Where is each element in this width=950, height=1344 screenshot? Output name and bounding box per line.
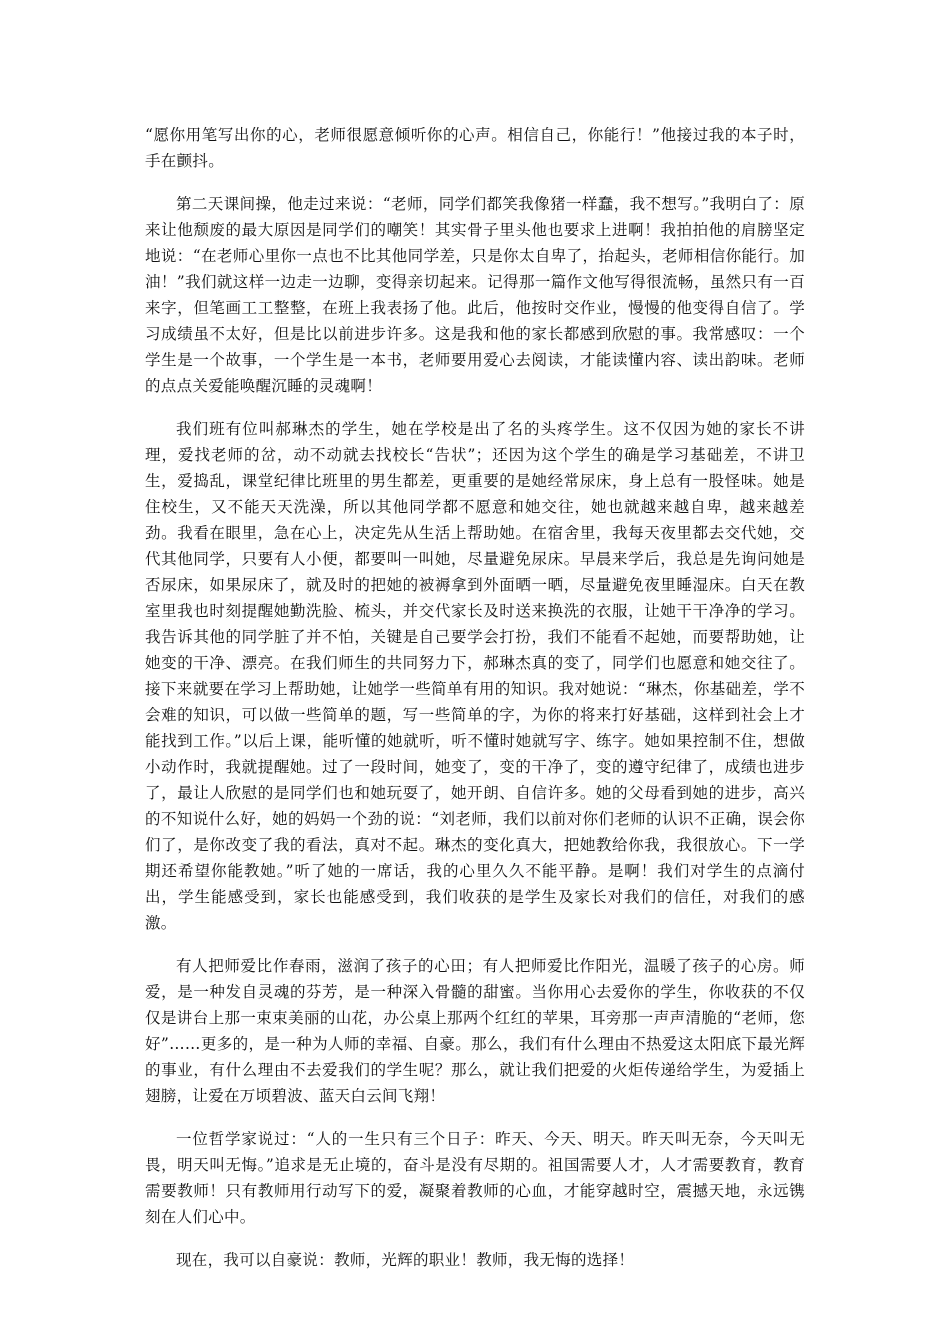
- document-page: [145, 122, 805, 1290]
- paragraph-3: 我们班有位叫郝琳杰的学生，她在学校是出了名的头疼学生。这不仅因为她的家长不讲理，爱找老师的岔，动不动就去找校长“告状”；还因为这个学生的确是学习基础差，不讲卫生，爱捣乱，课堂纪律比班里的男生都差，更重要的是她经常尿床，身上总有一股怪味。她是住校生，又不能天天洗澡，所以其他同学都不愿意和她交往，她也就越来越自卑，越来越差劲。我看在眼里，急在心上，决定先从生活上帮助她。在宿舍里，我每天夜里都去交代她，交代其他同学，只要有人小便，都要叫一叫她，尽量避免尿床。早晨来学后，我总是先询问她是否尿床，如果尿床了，就及时的把她的被褥拿到外面晒一晒，尽量避免夜里睡湿床。白天在教室里我也时刻提醒她勤洗脸、梳头，并交代家长及时送来换洗的衣服，让她干干净净的学习。我告诉其他的同学脏了并不怕，关键是自己要学会打扮，我们不能看不起她，而要帮助她，让她变的干净、漂亮。在我们师生的共同努力下，郝琳杰真的变了，同学们也愿意和她交往了。接下来就要在学习上帮助她，让她学一些简单有用的知识。我对她说：“琳杰，你基础差，学不会难的知识，可以做一些简单的题，写一些简单的字，为你的将来打好基础，这样到社会上才能找到工作。”以后上课，能听懂的她就听，听不懂时她就写字、练字。她如果控制不住，想做小动作时，我就提醒她。过了一段时间，她变了，变的干净了，变的遵守纪律了，成绩也进步了，最让人欣慰的是同学们也和她玩耍了，她开朗、自信许多。她的父母看到她的进步，高兴的不知说什么好，她的妈妈一个劲的说：“刘老师，我们以前对你们老师的认识不正确，误会你们了，是你改变了我的看法，真对不起。琳杰的变化真大，把她教给你我，我很放心。下一学期还希望你能教她。”听了她的一席话，我的心里久久不能平静。是啊！我们对学生的点滴付出，学生能感受到，家长也能感受到，我们收获的是学生及家长对我们的信任，对我们的感激。: [145, 420, 805, 932]
- paragraph-1: “愿你用笔写出你的心，老师很愿意倾听你的心声。相信自己，你能行！”他接过我的本子时，手在颤抖。: [145, 126, 805, 170]
- paragraph-4: 有人把师爱比作春雨，滋润了孩子的心田；有人把师爱比作阳光，温暖了孩子的心房。师爱，是一种发自灵魂的芬芳，是一种深入骨髓的甜蜜。当你用心去爱你的学生，你收获的不仅仅是讲台上那一束束美丽的山花，办公桌上那两个红红的苹果，耳旁那一声声清脆的“老师，您好”……更多的，是一种为人师的幸福、自豪。那么，我们有什么理由不热爱这太阳底下最光辉的事业，有什么理由不去爱我们的学生呢？那么，就让我们把爱的火炬传递给学生，为爱插上翅膀，让爱在万顷碧波、蓝天白云间飞翔！: [145, 957, 805, 1105]
- paragraph-6: 现在，我可以自豪说：教师，光辉的职业！教师，我无悔的选择！: [176, 1251, 635, 1269]
- paragraph-2: 第二天课间操，他走过来说：“老师，同学们都笑我像猪一样蠢，我不想写。”我明白了：原来让他颓废的最大原因是同学们的嘲笑！其实骨子里头他也要求上进啊！我拍拍他的肩膀坚定地说：“在老师心里你一点也不比其他同学差，只是你太自卑了，抬起头，老师相信你能行。加油！”我们就这样一边走一边聊，变得亲切起来。记得那一篇作文他写得很流畅，虽然只有一百来字，但笔画工工整整，在班上我表扬了他。此后，他按时交作业，慢慢的他变得自信了。学习成绩虽不太好，但是比以前进步许多。这是我和他的家长都感到欣慰的事。我常感叹：一个学生是一个故事，一个学生是一本书，老师要用爱心去阅读，才能读懂内容、读出韵味。老师的点点关爱能唤醒沉睡的灵魂啊！: [145, 195, 805, 395]
- paragraph-5: 一位哲学家说过：“人的一生只有三个日子：昨天、今天、明天。昨天叫无奈，今天叫无畏，明天叫无悔。”追求是无止境的，奋斗是没有尽期的。祖国需要人才，人才需要教育，教育需要教师！只有教师用行动写下的爱，凝聚着教师的心血，才能穿越时空，震撼天地，永远镌刻在人们心中。: [145, 1130, 805, 1226]
